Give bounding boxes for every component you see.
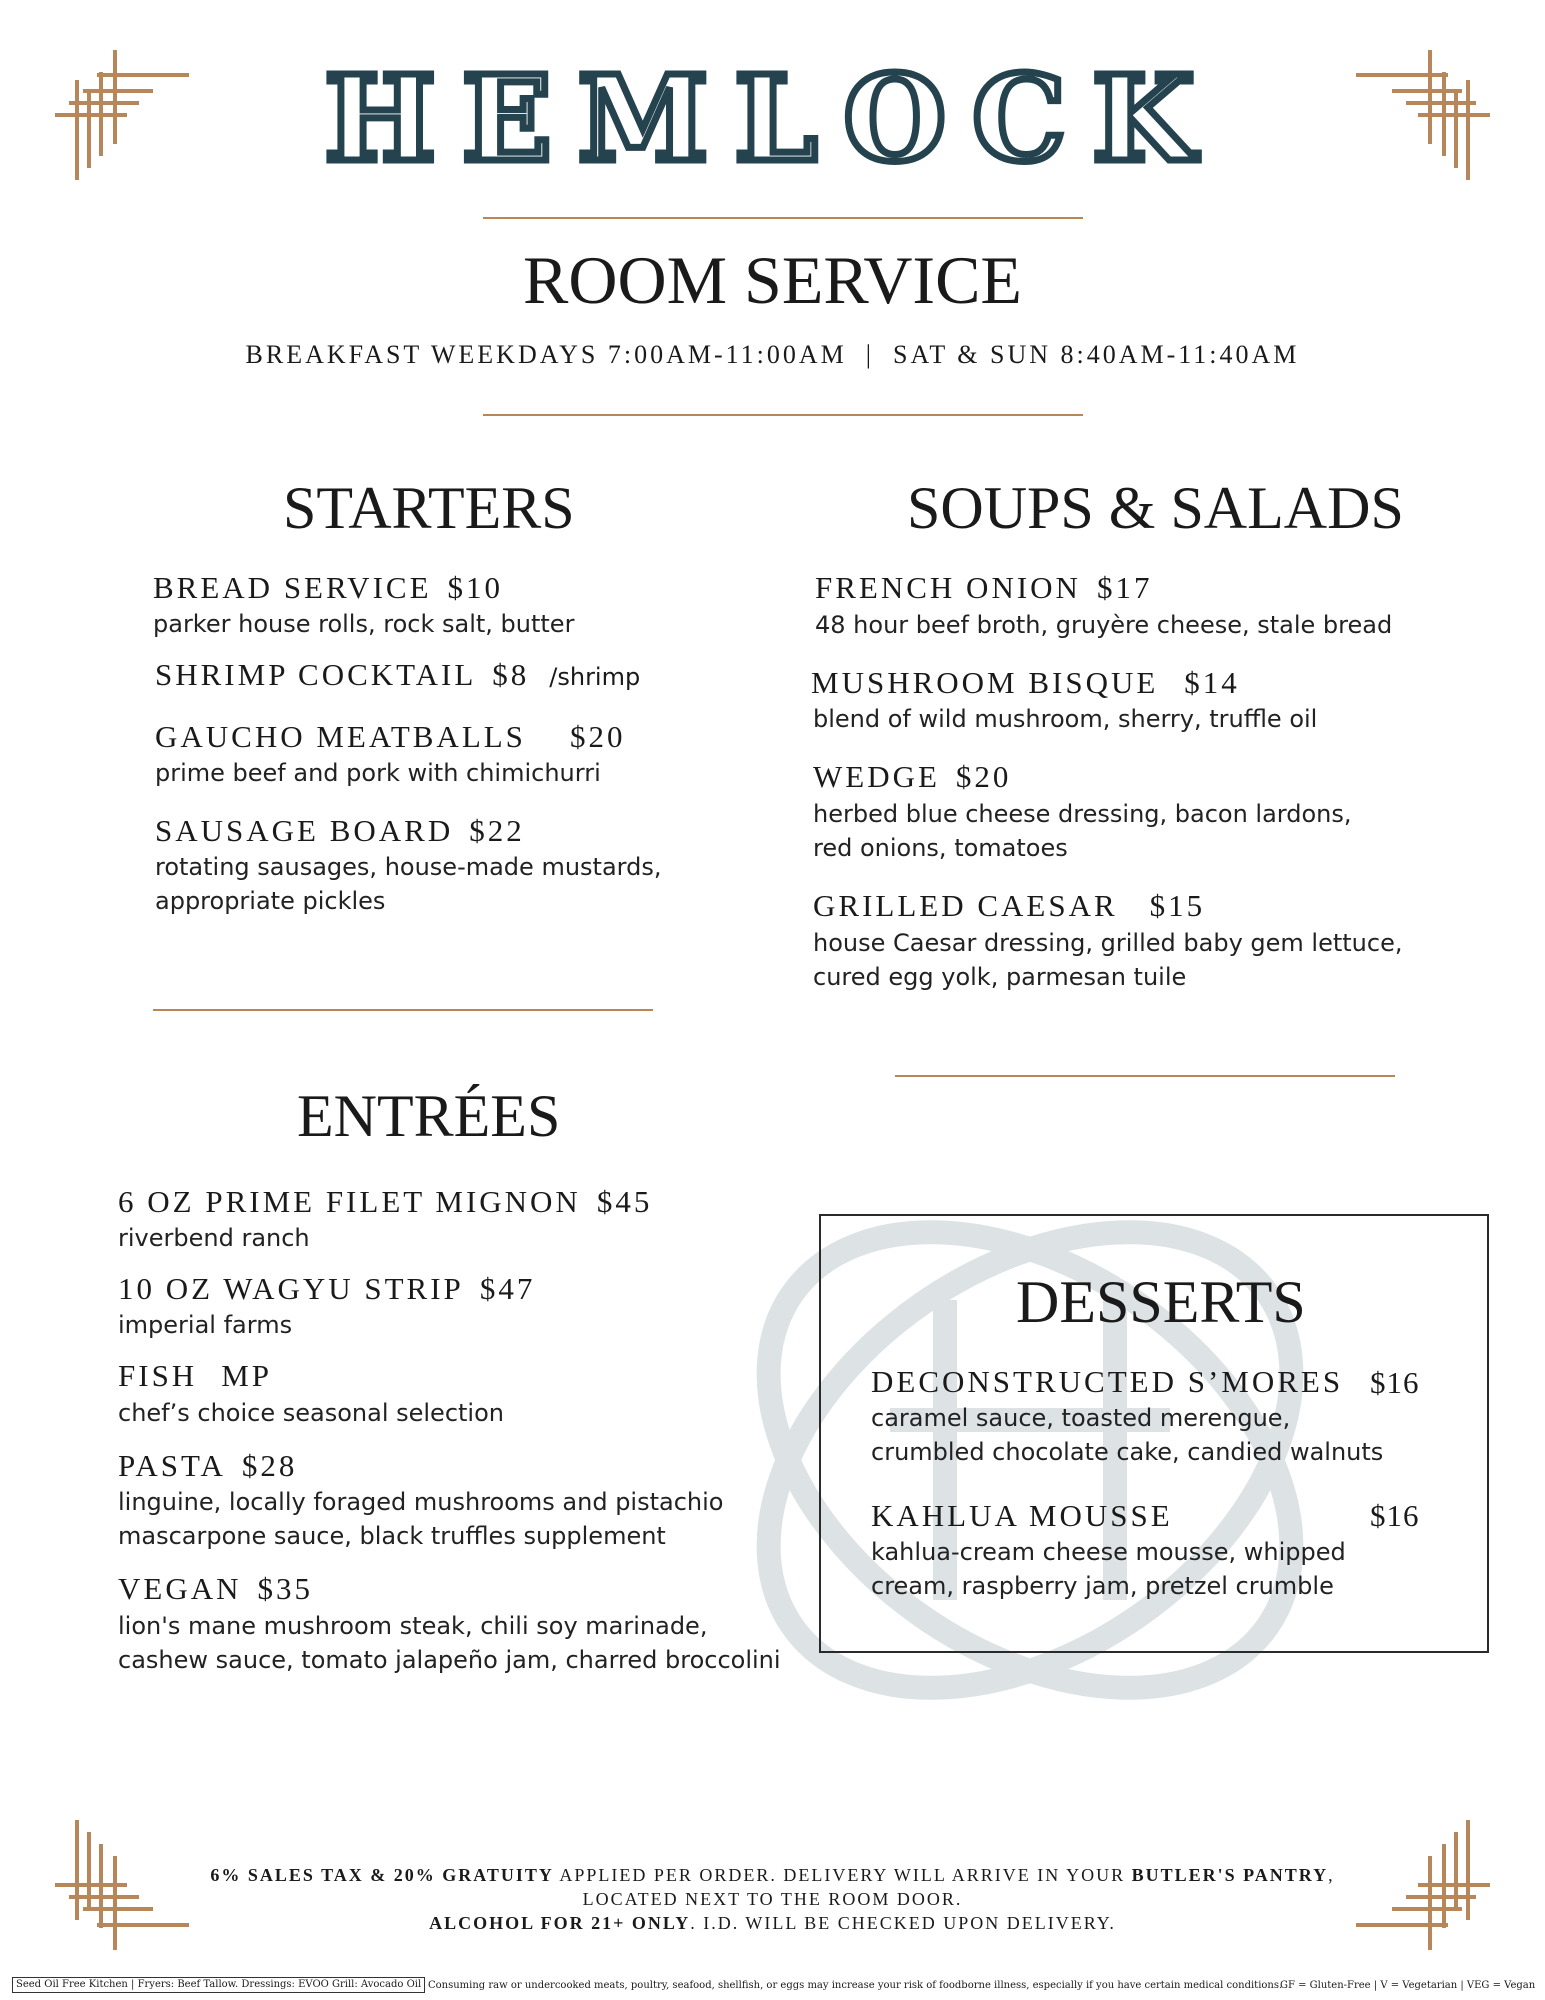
menu-item-price: $15 <box>1149 888 1206 923</box>
menu-item-description: chef’s choice seasonal selection <box>118 1399 504 1427</box>
service-hours: BREAKFAST WEEKDAYS 7:00AM-11:00AM | SAT & SUN 8:40AM-11:40AM <box>245 340 1300 369</box>
menu-item-name: DECONSTRUCTED S’MORES <box>871 1364 1344 1399</box>
menu-item-price: $10 <box>447 570 504 605</box>
divider <box>483 217 1083 219</box>
menu-item-price: $35 <box>257 1571 313 1606</box>
menu-item-price: $22 <box>469 813 525 848</box>
menu-item-name: BREAD SERVICE $10 <box>153 570 504 605</box>
menu-item-description: cream, raspberry jam, pretzel crumble <box>871 1572 1334 1600</box>
menu-item-name: SHRIMP COCKTAIL $8 /shrimp <box>155 657 641 692</box>
menu-item-description: 48 hour beef broth, gruyère cheese, stale bread <box>815 611 1393 639</box>
consumption-warning: Consuming raw or undercooked meats, poultry, seafood, shellfish, or eggs may increase your risk of foodborne illness, especially if you have certain medical conditions. <box>428 1980 1283 1991</box>
menu-item-price: $20 <box>569 719 626 754</box>
menu-item-description: lion's mane mushroom steak, chili soy marinade, <box>118 1612 708 1640</box>
section-title-desserts: DESSERTS <box>1016 1269 1306 1335</box>
menu-item-price: $45 <box>596 1184 653 1219</box>
menu-item-name: GAUCHO MEATBALLS $20 <box>155 719 626 754</box>
dietary-legend: GF = Gluten-Free | V = Vegetarian | VEG = Vegan <box>1280 1980 1536 1991</box>
menu-item-name: KAHLUA MOUSSE <box>871 1498 1173 1533</box>
menu-item-name: GRILLED CAESAR $15 <box>813 888 1206 923</box>
menu-item-price: $16 <box>1370 1498 1420 1533</box>
section-title-starters: STARTERS <box>283 475 575 541</box>
menu-item-description: cashew sauce, tomato jalapeño jam, charred broccolini <box>118 1646 781 1674</box>
menu-item-description: parker house rolls, rock salt, butter <box>153 610 575 638</box>
footer-line-2: ALCOHOL FOR 21+ ONLY. I.D. WILL BE CHECKED UPON DELIVERY. <box>429 1913 1116 1933</box>
menu-item-name: FRENCH ONION $17 <box>815 570 1153 605</box>
menu-item-description: imperial farms <box>118 1311 293 1339</box>
menu-item-description: appropriate pickles <box>155 887 386 915</box>
menu-item-description: herbed blue cheese dressing, bacon lardons, <box>813 800 1352 828</box>
divider <box>483 414 1083 416</box>
kitchen-info: Seed Oil Free Kitchen | Fryers: Beef Tallow. Dressings: EVOO Grill: Avocado Oil <box>12 1977 425 1993</box>
menu-item-description: kahlua-cream cheese mousse, whipped <box>871 1538 1346 1566</box>
menu-item-price: $8 <box>492 657 530 692</box>
menu-item-name: 6 OZ PRIME FILET MIGNON $45 <box>118 1184 653 1219</box>
menu-item-description: crumbled chocolate cake, candied walnuts <box>871 1438 1384 1466</box>
menu-item-description: cured egg yolk, parmesan tuile <box>813 963 1187 991</box>
menu-item-description: blend of wild mushroom, sherry, truffle oil <box>813 705 1318 733</box>
menu-item-name: VEGAN $35 <box>118 1571 313 1606</box>
menu-item-name: MUSHROOM BISQUE $14 <box>811 665 1240 700</box>
menu-item-description: caramel sauce, toasted merengue, <box>871 1404 1291 1432</box>
menu-item-price: $16 <box>1370 1365 1420 1400</box>
menu-item-price: $47 <box>479 1271 536 1306</box>
divider <box>153 1009 653 1011</box>
menu-item-unit: /shrimp <box>549 663 641 691</box>
menu-item-name: FISH MP <box>118 1358 273 1393</box>
footer-line-1: 6% SALES TAX & 20% GRATUITY APPLIED PER ORDER. DELIVERY WILL ARRIVE IN YOUR BUTLER'S PANTRY, LOCATED NEXT TO THE ROOM DOOR. <box>210 1865 1335 1909</box>
section-title-soups-salads: SOUPS & SALADS <box>907 475 1404 541</box>
menu-item-description: rotating sausages, house-made mustards, <box>155 853 662 881</box>
menu-item-name: WEDGE $20 <box>813 759 1012 794</box>
menu-item-price: $20 <box>955 759 1012 794</box>
menu-item-description: red onions, tomatoes <box>813 834 1068 862</box>
page-title: ROOM SERVICE <box>523 242 1022 318</box>
brand-logo: HEMLOCK <box>324 49 1221 188</box>
menu-item-description: mascarpone sauce, black truffles supplement <box>118 1522 666 1550</box>
menu-item-description: house Caesar dressing, grilled baby gem lettuce, <box>813 929 1403 957</box>
menu-item-price: $14 <box>1184 665 1240 700</box>
menu-item-name: PASTA $28 <box>118 1448 298 1483</box>
menu-item-description: prime beef and pork with chimichurri <box>155 759 601 787</box>
section-title-entrees: ENTRÉES <box>297 1083 561 1149</box>
menu-item-description: linguine, locally foraged mushrooms and pistachio <box>118 1488 724 1516</box>
menu-item-price: MP <box>221 1358 273 1393</box>
divider <box>895 1075 1395 1077</box>
menu-item-price: $17 <box>1096 570 1153 605</box>
menu-item-name: SAUSAGE BOARD $22 <box>155 813 525 848</box>
footer-notice <box>160 1863 1385 1935</box>
menu-item-price: $28 <box>241 1448 298 1483</box>
menu-item-description: riverbend ranch <box>118 1224 310 1252</box>
menu-item-name: 10 OZ WAGYU STRIP $47 <box>118 1271 536 1306</box>
